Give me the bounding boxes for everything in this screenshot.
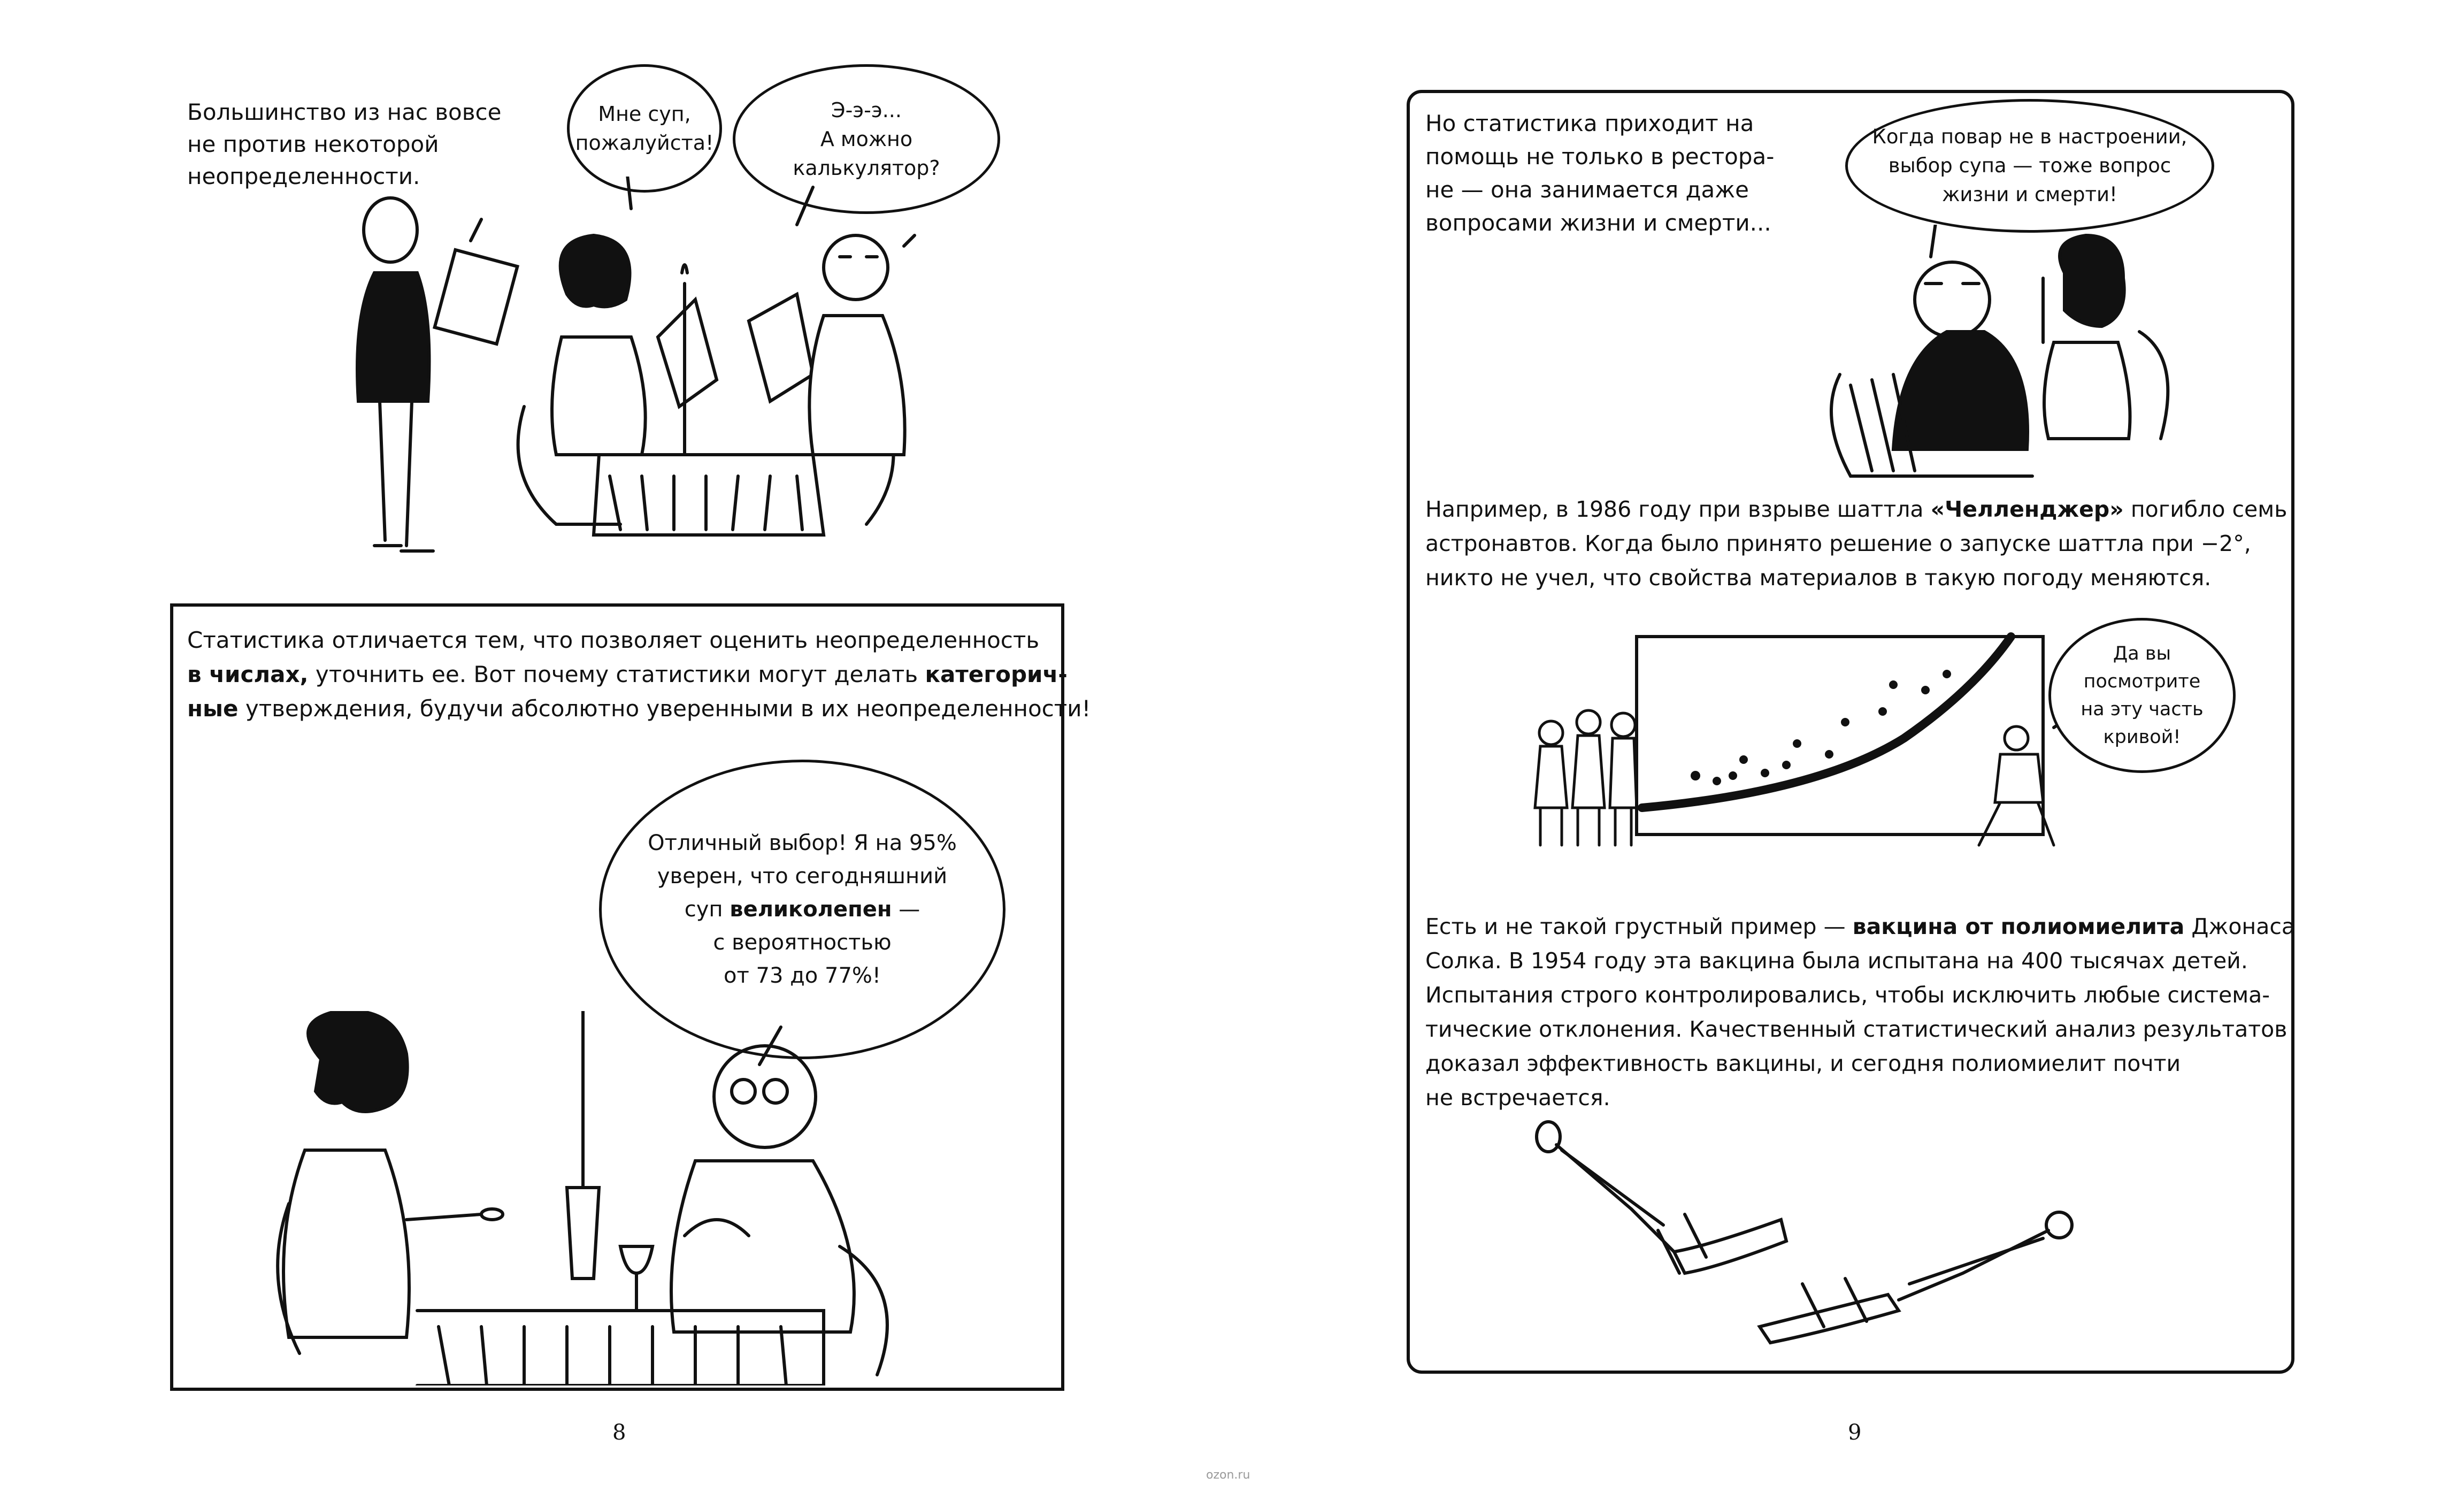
statistics-caption-line-2: в числах, уточнить ее. Вот почему статистики могут делать категорич- [187,661,1068,687]
speech-bubble-calculator: Э-э-э... А можно калькулятор? [733,64,1000,214]
polio-caption: Есть и не такой грустный пример — вакцина от полиомиелита Джонаса Солка. В 1954 году эта вакцина была испытана на 400 тысячах детей. Испытания строго контролировались, чтобы исключить любые система- тические отклонения. Качественный статистический анализ результатов доказал эффективность вакцины, и сегодня полиомиелит почти не встречается. [1425,914,2296,1111]
o-ring-curve-illustration [1519,631,2107,856]
speech-bubble-excellent-choice: Отличный выбор! Я на 95% уверен, что сегодняшний суп великолепен — с вероятностью от 73 до 77%! [599,760,1005,1059]
statistics-caption-line-3: ные утверждения, будучи абсолютно уверенными в их неопределенности! [187,695,1091,722]
speech-bubble-look-at-curve: Да вы посмотрите на эту часть кривой! [2048,618,2236,773]
page-number-left: 8 [612,1420,626,1445]
right-intro-caption: Но статистика приходит на помощь не только в рестора- не — она занимается даже вопросами жизни и смерти... [1425,110,1775,236]
restaurant-waiter-illustration [342,177,984,562]
speech-bubble-life-and-death: Когда повар не в настроении, выбор супа — тоже вопрос жизни и смерти! [1845,99,2214,233]
watermark: ozon.ru [1206,1468,1250,1482]
statistics-caption [187,623,1091,726]
dinner-couple-illustration [182,1011,1038,1386]
crutches-illustration [1524,1113,2113,1359]
speech-bubble-soup: Мне суп, пожалуйста! [567,64,722,193]
left-intro-caption: Большинство из нас вовсе не против некоторой неопределенности. [187,99,502,189]
upset-diner-illustration [1808,225,2289,481]
page-number-right: 9 [1848,1420,1862,1445]
statistics-caption-line-1: Статистика отличается тем, что позволяет оценить неопределенность [187,627,1040,653]
challenger-caption: Например, в 1986 году при взрыве шаттла «Челленджер» погибло семь астронавтов. Когда было принято решение о запуске шаттла при −2°, никто не учел, что свойства материалов в такую погоду меняются. [1425,496,2288,591]
